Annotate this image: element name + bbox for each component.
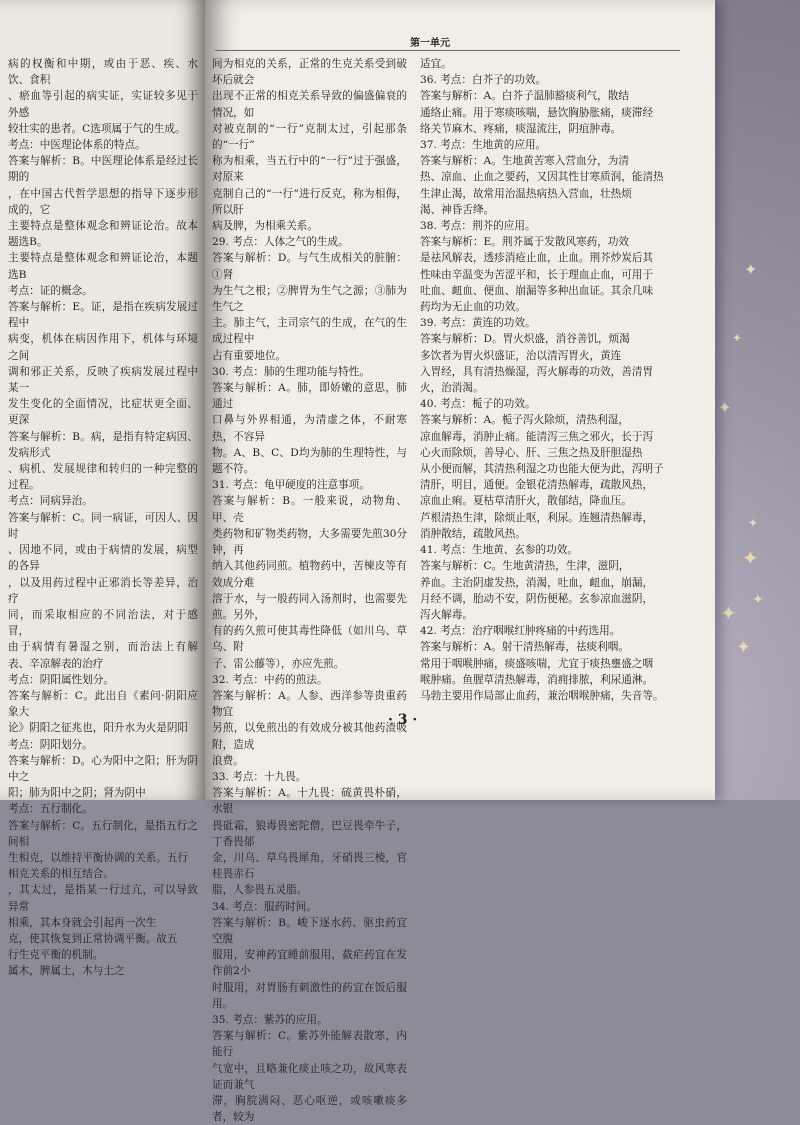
text-line: 、瘀血等引起的病实证，实证较多见于外感 bbox=[8, 90, 198, 119]
left-text-column bbox=[8, 56, 198, 980]
text-line: 答案与解析：C。生地黄清热，生津，滋阴， bbox=[420, 560, 630, 573]
text-line: 答案与解析：C。五行制化，是指五行之间相 bbox=[8, 819, 198, 848]
text-line: 41. 考点：生地黄、玄参的功效。 bbox=[420, 544, 578, 557]
text-line: 主要特点是整体观念和辨证论治。故本题选B。 bbox=[8, 220, 198, 249]
text-line: 答案与解析：B。峻下逐水药、驱虫药宜空腹 bbox=[212, 916, 407, 945]
text-line: 性味由辛温变为苦涩平和，长于理血止血，可用于 bbox=[420, 268, 654, 281]
text-line: ，其太过，是指某一行过亢，可以导致异常 bbox=[8, 884, 198, 913]
text-line: 29. 考点：人体之气的生成。 bbox=[212, 236, 349, 249]
text-line: 考点：中医理论体系的特点。 bbox=[8, 139, 146, 152]
text-line: 答案与解析：A。十九畏：硫黄畏朴硝，水银 bbox=[212, 787, 407, 816]
text-line: 较壮实的患者。C选项属于气的生成。 bbox=[8, 122, 186, 135]
text-line: 答案与解析：C。同一病证，可因人、因时 bbox=[8, 511, 198, 540]
text-line: 病的权衡和中期，或由于恶、疾、水饮、食积 bbox=[8, 58, 198, 87]
text-line: ，以及用药过程中正邪消长等差异，治疗 bbox=[8, 576, 198, 605]
text-line: 34. 考点：服药时间。 bbox=[212, 900, 317, 913]
text-line: 养血。主治阴虚发热，消渴，吐血，衄血，崩漏， bbox=[420, 576, 654, 589]
text-line: 为生气之根；②脾胃为生气之源；③肺为生气之 bbox=[212, 284, 407, 314]
text-line: 清肝，明目，通便。金银花清热解毒，疏散风热， bbox=[420, 479, 654, 492]
text-line: 阳；肺为阳中之阴；肾为阴中 bbox=[8, 787, 146, 800]
text-line: 40. 考点：栀子的功效。 bbox=[420, 398, 536, 411]
text-line: 由于病情有暑湿之别，而治法上有解表、辛凉解表的治疗 bbox=[8, 641, 198, 670]
text-line: 答案与解析：B。一般来说，动物角、甲、壳 bbox=[212, 495, 407, 524]
text-line: 火，治消渴。 bbox=[420, 382, 484, 395]
text-line: 多饮者为胃火炽盛证，治以清泻胃火，黄连 bbox=[420, 349, 622, 362]
text-line: 金，川乌、草乌畏犀角，牙硝畏三棱，官桂畏赤石 bbox=[212, 851, 407, 881]
text-line: 喉肿痛。鱼腥草清热解毒，消痈排脓，利尿通淋。 bbox=[420, 673, 654, 686]
star-decoration: ✦ bbox=[736, 637, 752, 658]
text-line: 主。肺主气，主司宗气的生成，在气的生成过程中 bbox=[212, 317, 407, 346]
text-line: 考点：阴阳划分。 bbox=[8, 738, 93, 751]
text-line: 络关节麻木、疼痛，痰湿流注，阴疽肿毒。 bbox=[420, 122, 622, 135]
text-line: 属木，脾属土，木与土之 bbox=[8, 965, 125, 978]
text-line: 热、凉血、止血之要药，又因其性甘寒质润，能清热 bbox=[420, 171, 664, 184]
text-line: 调和邪正关系，反映了疾病发展过程中某一 bbox=[8, 365, 198, 395]
text-line: 考点：同病异治。 bbox=[8, 495, 93, 508]
text-line: 出现不正常的相克关系导致的偏盛偏衰的情况，如 bbox=[212, 90, 407, 119]
star-decoration: ✦ bbox=[720, 601, 737, 625]
text-line: 答案与解析：C。紫苏外能解表散寒，内能行 bbox=[212, 1030, 407, 1059]
text-line: 、因地不同，或由于病情的发展，病型的各异 bbox=[8, 544, 198, 573]
text-line: 常用于咽喉肿痛，痰盛咳喘，尤宜于痰热壅盛之咽 bbox=[420, 657, 654, 670]
text-line: 36. 考点：白芥子的功效。 bbox=[420, 74, 547, 87]
page-header bbox=[215, 28, 680, 51]
text-line: 同，而采取相应的不同治法，对于感冒， bbox=[8, 608, 198, 638]
text-line: 答案与解析：E。证，是指在疾病发展过程中 bbox=[8, 301, 198, 330]
text-line: 适宜。 bbox=[420, 58, 452, 70]
text-line: 畏砒霜，狼毒畏密陀僧，巴豆畏牵牛子，丁香畏郁 bbox=[212, 819, 407, 848]
text-line: 考点：五行制化。 bbox=[8, 803, 93, 816]
text-line: 浪费。 bbox=[212, 754, 244, 767]
text-line: 芦根清热生津，除烦止呕，利尿。连翘清热解毒， bbox=[420, 511, 654, 524]
text-line: 通络止痛。用于寒痰咳喘，悬饮胸胁胀痛，痰滞经 bbox=[420, 106, 654, 119]
text-line: 答案与解析：A。射干清热解毒，祛痰利咽。 bbox=[420, 641, 629, 654]
text-line: 相克关系的相互结合。 bbox=[8, 868, 114, 881]
text-line: 克，使其恢复到正常协调平衡。故五 bbox=[8, 932, 178, 945]
text-line: 相乘，其本身就会引起再一次生 bbox=[8, 916, 157, 929]
text-line: 38. 考点：荆芥的应用。 bbox=[420, 220, 536, 233]
text-line: 答案与解析：C。此出自《素问·阴阳应象大 bbox=[8, 689, 198, 719]
text-line: 气宽中，且略兼化痰止咳之功，故风寒表证而兼气 bbox=[212, 1062, 407, 1091]
text-line: 42. 考点：治疗咽喉红肿疼痛的中药选用。 bbox=[420, 625, 621, 638]
text-line: 是祛风解表，透疹消疮止血，止血。荆芥炒炭后其 bbox=[420, 252, 654, 265]
text-line: 滞，胸脘满闷、恶心呕逆，或咳嗽痰多者，较为 bbox=[212, 1095, 407, 1124]
text-line: 时服用，对胃肠有刺激性的药宜在饭后服用。 bbox=[212, 981, 407, 1010]
text-line: 纳入其他药同煎。植物药中，苦楝皮等有效成分难 bbox=[212, 560, 407, 589]
text-line: 答案与解析：D。胃火炽盛，消谷善饥，烦渴 bbox=[420, 333, 630, 346]
text-line: 答案与解析：A。白芥子温肺豁痰利气，散结 bbox=[420, 90, 629, 103]
text-line: 泻火解毒。 bbox=[420, 608, 473, 621]
text-line: 答案与解析：D。心为阳中之阳；肝为阴中之 bbox=[8, 754, 198, 783]
text-line: 31. 考点：龟甲硬度的注意事项。 bbox=[212, 479, 370, 492]
text-line: 月经不调，胎动不安，阴伤便秘。玄参凉血滋阴， bbox=[420, 592, 654, 605]
text-line: 33. 考点：十九畏。 bbox=[212, 770, 307, 783]
text-line: 物。A、B、C、D均为肺的生理特性，与题不符。 bbox=[212, 446, 407, 476]
text-line: 考点：证的概念。 bbox=[8, 284, 93, 297]
star-decoration: ✦ bbox=[742, 546, 759, 570]
text-line: 渴、神昏舌绛。 bbox=[420, 203, 495, 216]
text-line: 消肿散结，疏散风热。 bbox=[420, 527, 526, 540]
text-line: 子、雷公藤等），亦应先煎。 bbox=[212, 657, 345, 670]
text-line: 病及脾，为相乘关系。 bbox=[212, 220, 318, 233]
text-line: 答案与解析：A。栀子泻火除烦，清热利湿， bbox=[420, 414, 629, 427]
middle-text-column bbox=[212, 56, 407, 1125]
text-line: 答案与解析：A。生地黄苦寒入营血分，为清 bbox=[420, 155, 629, 168]
text-line: 生相克，以维持平衡协调的关系。五行 bbox=[8, 851, 189, 864]
text-line: 39. 考点：黄连的功效。 bbox=[420, 317, 536, 330]
text-line: 答案与解析：B。病，是指有特定病因、发病形式 bbox=[8, 430, 198, 459]
text-line: 答案与解析：A。肺，即娇嫩的意思，肺通过 bbox=[212, 382, 407, 411]
text-line: 心火而除烦，善导心、肝、三焦之热及肝胆湿热 bbox=[420, 446, 643, 459]
text-line: 、病机、发展规律和转归的一种完整的过程。 bbox=[8, 463, 198, 492]
text-line: 发生变化的全面情况，比症状更全面、更深 bbox=[8, 398, 198, 427]
text-line: 脂，人参畏五灵脂。 bbox=[212, 884, 308, 897]
page-number: · 3 · bbox=[388, 712, 418, 728]
text-line: ，在中国古代哲学思想的指导下逐步形成的，它 bbox=[8, 187, 198, 216]
text-line: 类药物和矿物类药物，大多需要先煎30分钟，再 bbox=[212, 527, 407, 557]
right-text-column bbox=[420, 56, 688, 704]
text-line: 生津止渴，故常用治温热病热入营血，壮热烦 bbox=[420, 187, 632, 200]
text-line: 主要特点是整体观念和辨证论治，本题选B bbox=[8, 252, 198, 281]
text-line: 答案与解析：D。与气生成相关的脏腑：①肾 bbox=[212, 252, 407, 281]
text-line: 入胃经，具有清热燥湿，泻火解毒的功效，善清胃 bbox=[420, 365, 654, 378]
text-line: 32. 考点：中药的煎法。 bbox=[212, 673, 328, 686]
star-decoration: ✦ bbox=[744, 260, 758, 279]
text-line: 35. 考点：紫苏的应用。 bbox=[212, 1013, 328, 1026]
text-line: 另煎，以免煎出的有效成分被其他药渣吸附，造成 bbox=[212, 722, 407, 751]
text-line: 答案与解析：B。中医理论体系是经过长期的 bbox=[8, 155, 198, 184]
text-line: 答案与解析：A。人参、西洋参等贵重药物宜 bbox=[212, 689, 407, 719]
text-line: 凉血解毒，消肿止痛。能清泻三焦之邪火，长于泻 bbox=[420, 430, 654, 443]
text-line: 间为相克的关系，正常的生克关系受到破坏后就会 bbox=[212, 58, 407, 87]
text-line: 口鼻与外界相通，为清虚之体，不耐寒热，不容异 bbox=[212, 414, 407, 443]
text-line: 占有重要地位。 bbox=[212, 349, 287, 362]
text-line: 从小便而解，其清热利湿之功也能大便为此，泻明子 bbox=[420, 463, 664, 476]
star-decoration: ✦ bbox=[748, 516, 759, 530]
text-line: 考点：阴阳属性划分。 bbox=[8, 673, 114, 686]
text-line: 凉血止痢。夏枯草清肝火，散郁结，降血压。 bbox=[420, 495, 632, 508]
text-line: 30. 考点：肺的生理功能与特性。 bbox=[212, 365, 370, 378]
text-line: 37. 考点：生地黄的应用。 bbox=[420, 139, 547, 152]
text-line: 克制自己的“一行”进行反克，称为相侮，所以肝 bbox=[212, 187, 407, 216]
text-line: 对被克制的“一行”克制太过，引起那条的“一行” bbox=[212, 122, 407, 152]
text-line: 称为相乘，当五行中的“一行”过于强盛，对原来 bbox=[212, 155, 407, 184]
text-line: 溶于水，与一般药同入汤剂时，也需要先煎。另外， bbox=[212, 592, 407, 621]
text-line: 药均为无止血的功效。 bbox=[420, 301, 526, 314]
text-line: 服用，安神药宜睡前服用，截疟药宜在发作前2小 bbox=[212, 949, 407, 978]
star-decoration: ✦ bbox=[718, 398, 732, 417]
text-line: 病变，机体在病因作用下，机体与环境之间 bbox=[8, 333, 198, 362]
text-line: 行生克平衡的机制。 bbox=[8, 949, 104, 962]
star-decoration: ✦ bbox=[732, 331, 743, 345]
text-line: 吐血、衄血、便血、崩漏等多种出血证。其余几味 bbox=[420, 284, 654, 297]
header-title: 第一单元 bbox=[410, 38, 450, 49]
text-line: 有的药久煎可使其毒性降低（如川乌、草乌、附 bbox=[212, 625, 407, 654]
text-line: 答案与解析：E。荆芥属于发散风寒药，功效 bbox=[420, 236, 630, 249]
text-line: 论》阴阳之征兆也，阳升水为火是阴阳 bbox=[8, 722, 189, 735]
text-line: 马勃主要用作局部止血药，兼治咽喉肿痛，失音等。 bbox=[420, 689, 664, 702]
star-decoration: ✦ bbox=[752, 592, 764, 608]
